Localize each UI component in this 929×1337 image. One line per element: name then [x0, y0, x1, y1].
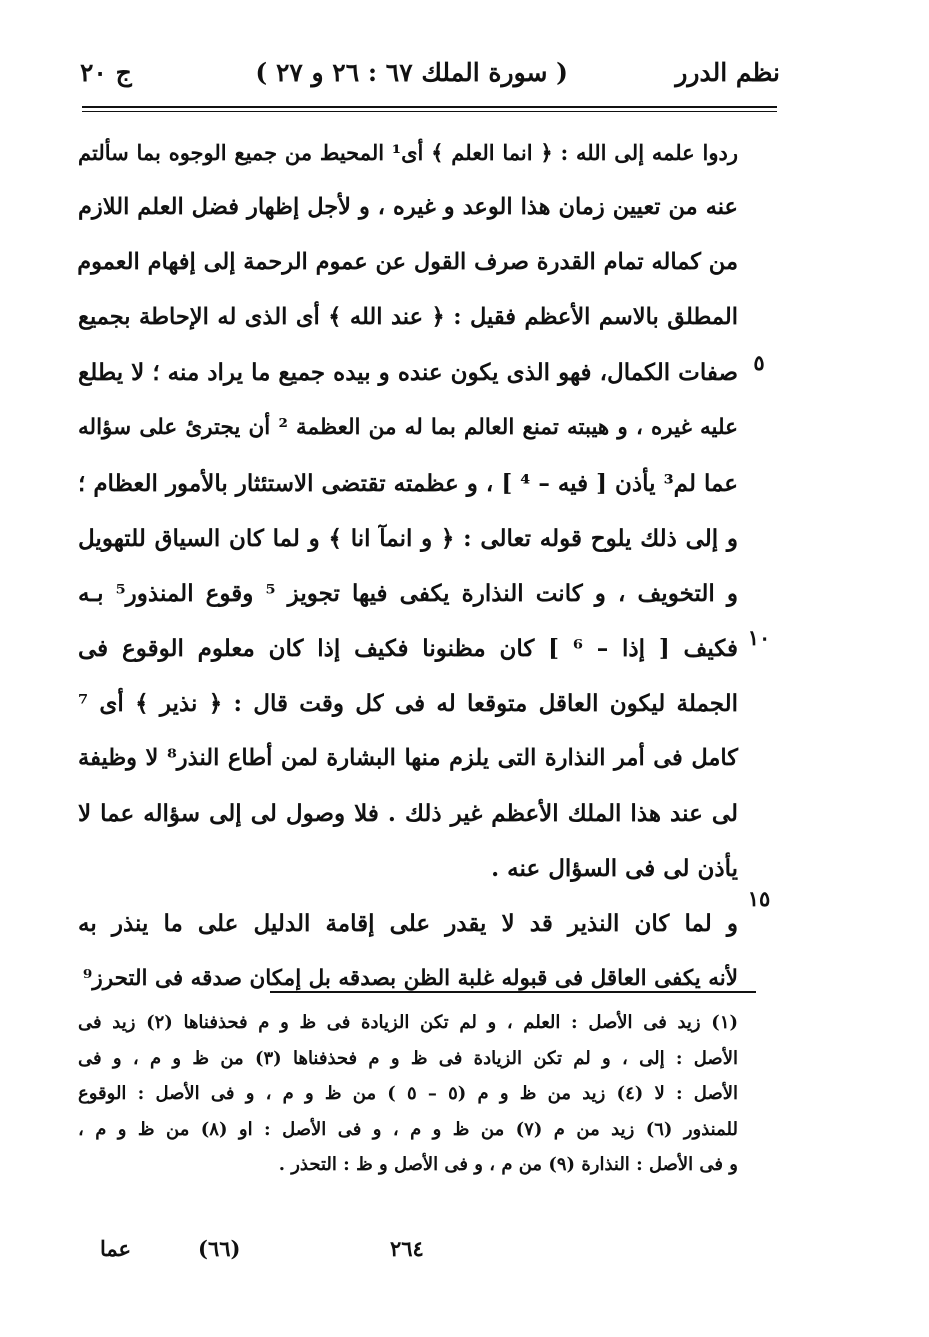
text-line: المطلق بالاسم الأعظم فقيل : ﴿ عند الله ﴾ أى الذى له الإحاطة بجميع [78, 304, 738, 331]
text-line: عنه من تعيين زمان هذا الوعد و غيره ، و لأجل إظهار فضل العلم اللازم [78, 194, 738, 221]
footnote-rule [270, 991, 756, 993]
line-number-10: ١٠ [747, 625, 771, 650]
surah-reference: ( سورة الملك ٦٧ : ٢٦ و ٢٧ ) [255, 58, 568, 87]
text-line: و إلى ذلك يلوح قوله تعالى : ﴿ و انمآ انا ﴾ و لما كان السياق للتهويل [78, 524, 738, 552]
volume-number: ج ٢٠ [80, 58, 132, 87]
running-header [80, 58, 780, 98]
book-title: نظم الدرر [675, 58, 780, 87]
footnote-line: (١) زيد فى الأصل : العلم ، و لم تكن الزيادة فى ظ و م فحذفناها (٢) زيد فى [78, 1012, 739, 1033]
text-line: لأنه يكفى العاقل فى قبوله غلبة الظن بصدقه بل إمكان صدقه فى التحرز⁹ [82, 966, 738, 992]
footnote-line: الأصل : إلى ، و لم تكن الزيادة فى ظ و م فحذفناها (٣) من ظ و م ، و فى [78, 1047, 738, 1069]
text-line: عليه غيره ، و هيبته تمنع العالم بما له من العظمة ² أن يجترئ على سؤاله [78, 415, 738, 441]
main-text [78, 125, 738, 1007]
text-line: و التخويف ، و كانت النذارة يكفى فيها تجويز ⁵ وقوع المنذور⁵ بـه [78, 579, 738, 607]
text-line: صفات الكمال، فهو الذى يكون عنده و بيده جميع ما يراد منه ؛ لا يطلع [78, 359, 738, 387]
text-line: فكيف [ إذا – ⁶ ] كان مظنونا فكيف إذا كان معلوم الوقوع فى [78, 634, 738, 662]
footnotes [78, 1005, 738, 1183]
page-number: ٢٦٤ [390, 1236, 424, 1261]
footnote-line: و فى الأصل : النذارة (٩) من م ، و فى الأصل و ظ : التحذر . [278, 1154, 738, 1175]
text-line: الجملة ليكون العاقل متوقعا له فى كل وقت قال : ﴿ نذير ﴾ أى ⁷ [78, 689, 738, 717]
text-line: يأذن لى فى السؤال عنه . [491, 855, 738, 883]
quire-number: (٦٦) [198, 1236, 241, 1261]
text-line: من كماله تمام القدرة صرف القول عن عموم الرحمة إلى إفهام العموم [77, 249, 738, 276]
footnote-line: للمنذور (٦) زيد من م (٧) من ظ و م ، و فى الأصل : او (٨) من ظ و م ، [78, 1118, 738, 1140]
catchword: عما [100, 1236, 132, 1261]
line-number-15: ١٥ [747, 886, 771, 911]
text-line: ردوا علمه إلى الله : ﴿ انما العلم ﴾ أى¹ المحيط من جميع الوجوه بما سألتم [78, 140, 738, 165]
header-rule [82, 106, 777, 112]
text-line: لى عند هذا الملك الأعظم غير ذلك . فلا وصول لى إلى سؤاله عما لا [78, 800, 738, 828]
text-line: كامل فى أمر النذارة التى يلزم منها البشارة لمن أطاع النذر⁸ لا وظيفة [78, 745, 738, 772]
text-line: عما لم³ يأذن [ فيه – ⁴ ] ، و عظمته تقتضى الاستئثار بالأمور العظام ؛ [78, 469, 738, 497]
footnote-line: الأصل : لا (٤) زيد من ظ و م (٥ – ٥ ) من ظ و م ، و فى الأصل : الوقوع [78, 1083, 738, 1104]
line-number-5: ٥ [753, 350, 765, 375]
text-line: و لما كان النذير قد لا يقدر على إقامة الدليل على ما ينذر به [78, 910, 738, 938]
